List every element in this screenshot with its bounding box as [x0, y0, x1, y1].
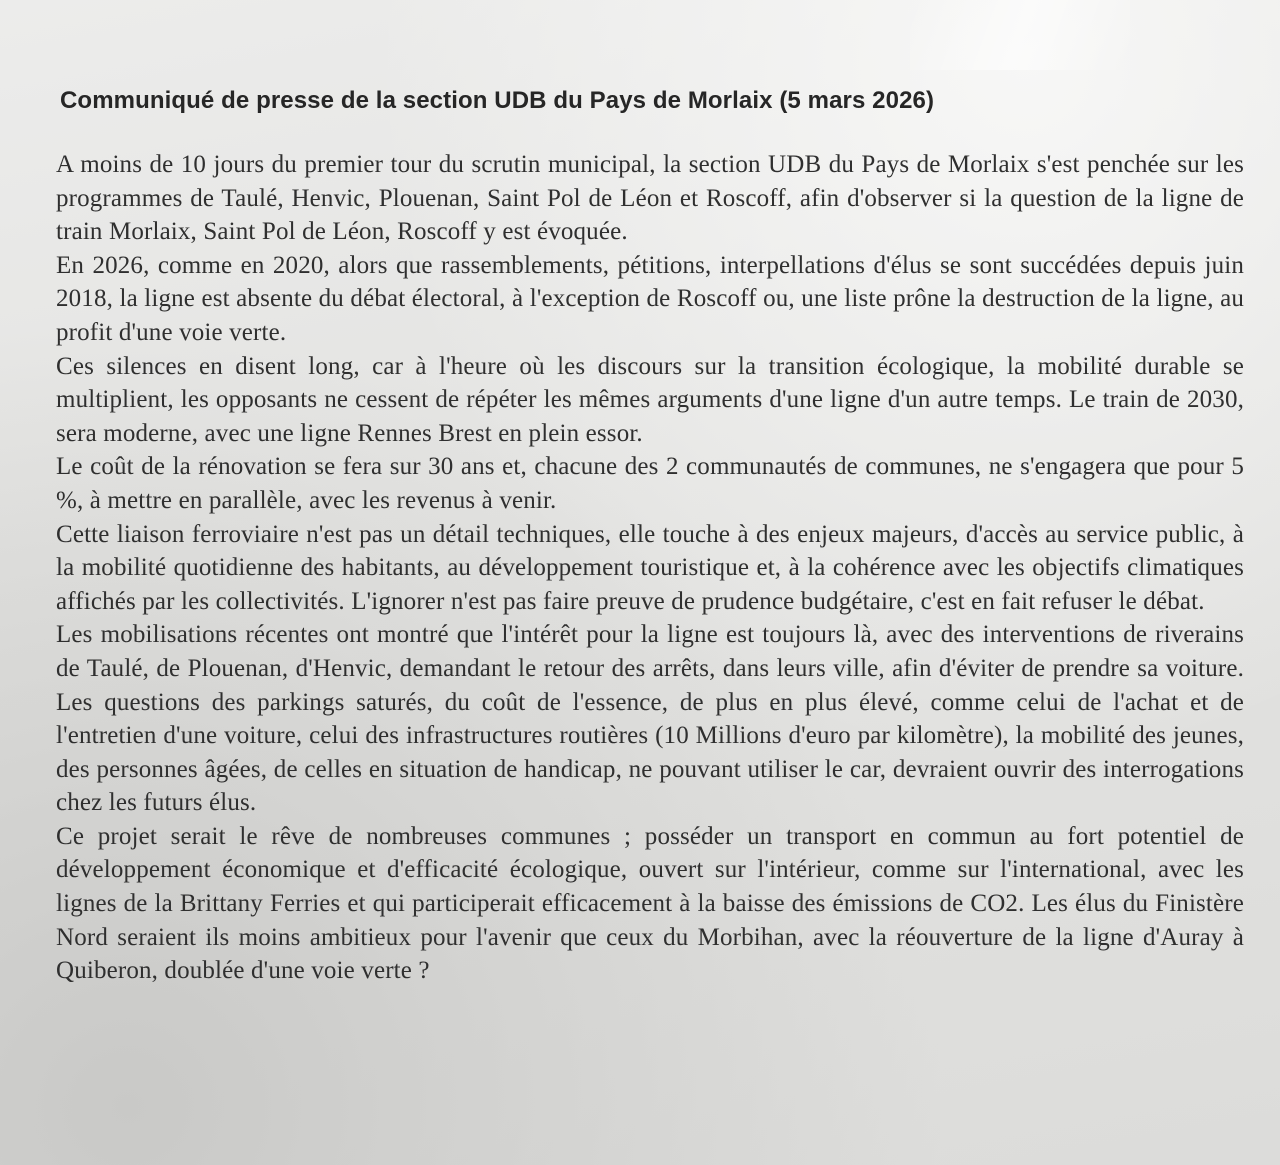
- paragraph-renovation-cost: Le coût de la rénovation se fera sur 30 ans et, chacune des 2 communautés de communes, ne s'engagera que pour 5 %, à mettre en parallèle, avec les revenus à venir.: [56, 453, 1244, 514]
- paper-crease-highlight: [910, 0, 1130, 70]
- press-release-title: Communiqué de presse de la section UDB du Pays de Morlaix (5 mars 2026): [60, 87, 935, 114]
- paragraph-project-vision: Ce projet serait le rêve de nombreuses communes ; posséder un transport en commun au fort potentiel de développement économique et d'efficacité écologique, ouvert sur l'intérieur, comme sur l'international, avec les lignes de la Brittany Ferries et qui participerait efficacement à la baisse des émissions de CO2. Les élus du Finistère Nord seraient ils moins ambitieux pour l'avenir que ceux du Morbihan, avec la réouverture de la ligne d'Auray à Quiberon, doublée d'une voie verte ?: [56, 822, 1244, 985]
- press-release-body: [56, 148, 1244, 988]
- paragraph-intro: A moins de 10 jours du premier tour du scrutin municipal, la section UDB du Pays de Morlaix s'est penchée sur les programmes de Taulé, Henvic, Plouenan, Saint Pol de Léon et Roscoff, afin d'observer si la question de la ligne de train Morlaix, Saint Pol de Léon, Roscoff y est évoquée.: [56, 151, 1244, 246]
- paragraph-silences: Ces silences en disent long, car à l'heure où les discours sur la transition écologique, la mobilité durable se multiplient, les opposants ne cessent de répéter les mêmes arguments d'une ligne d'un autre temps. Le train de 2030, sera moderne, avec une ligne Rennes Brest en plein essor.: [56, 352, 1244, 447]
- paragraph-2026-election: En 2026, comme en 2020, alors que rassemblements, pétitions, interpellations d'élus se sont succédées depuis juin 2018, la ligne est absente du débat électoral, à l'exception de Roscoff ou, une liste prône la destruction de la ligne, au profit d'une voie verte.: [56, 251, 1244, 346]
- paragraph-mobilisations: Les mobilisations récentes ont montré que l'intérêt pour la ligne est toujours là, avec des interventions de riverains de Taulé, de Plouenan, d'Henvic, demandant le retour des arrêts, dans leurs ville, afin d'éviter de prendre sa voiture. Les questions des parkings saturés, du coût de l'essence, de plus en plus élevé, comme celui de l'achat et de l'entretien d'une voiture, celui des infrastructures routières (10 Millions d'euro par kilomètre), la mobilité des jeunes, des personnes âgées, de celles en situation de handicap, ne pouvant utiliser le car, devraient ouvrir des interrogations chez les futurs élus.: [56, 621, 1244, 817]
- paragraph-rail-link-stakes: Cette liaison ferroviaire n'est pas un détail techniques, elle touche à des enjeux majeurs, d'accès au service public, à la mobilité quotidienne des habitants, au développement touristique et, à la cohérence avec les objectifs climatiques affichés par les collectivités. L'ignorer n'est pas faire preuve de prudence budgétaire, c'est en fait refuser le débat.: [56, 520, 1244, 615]
